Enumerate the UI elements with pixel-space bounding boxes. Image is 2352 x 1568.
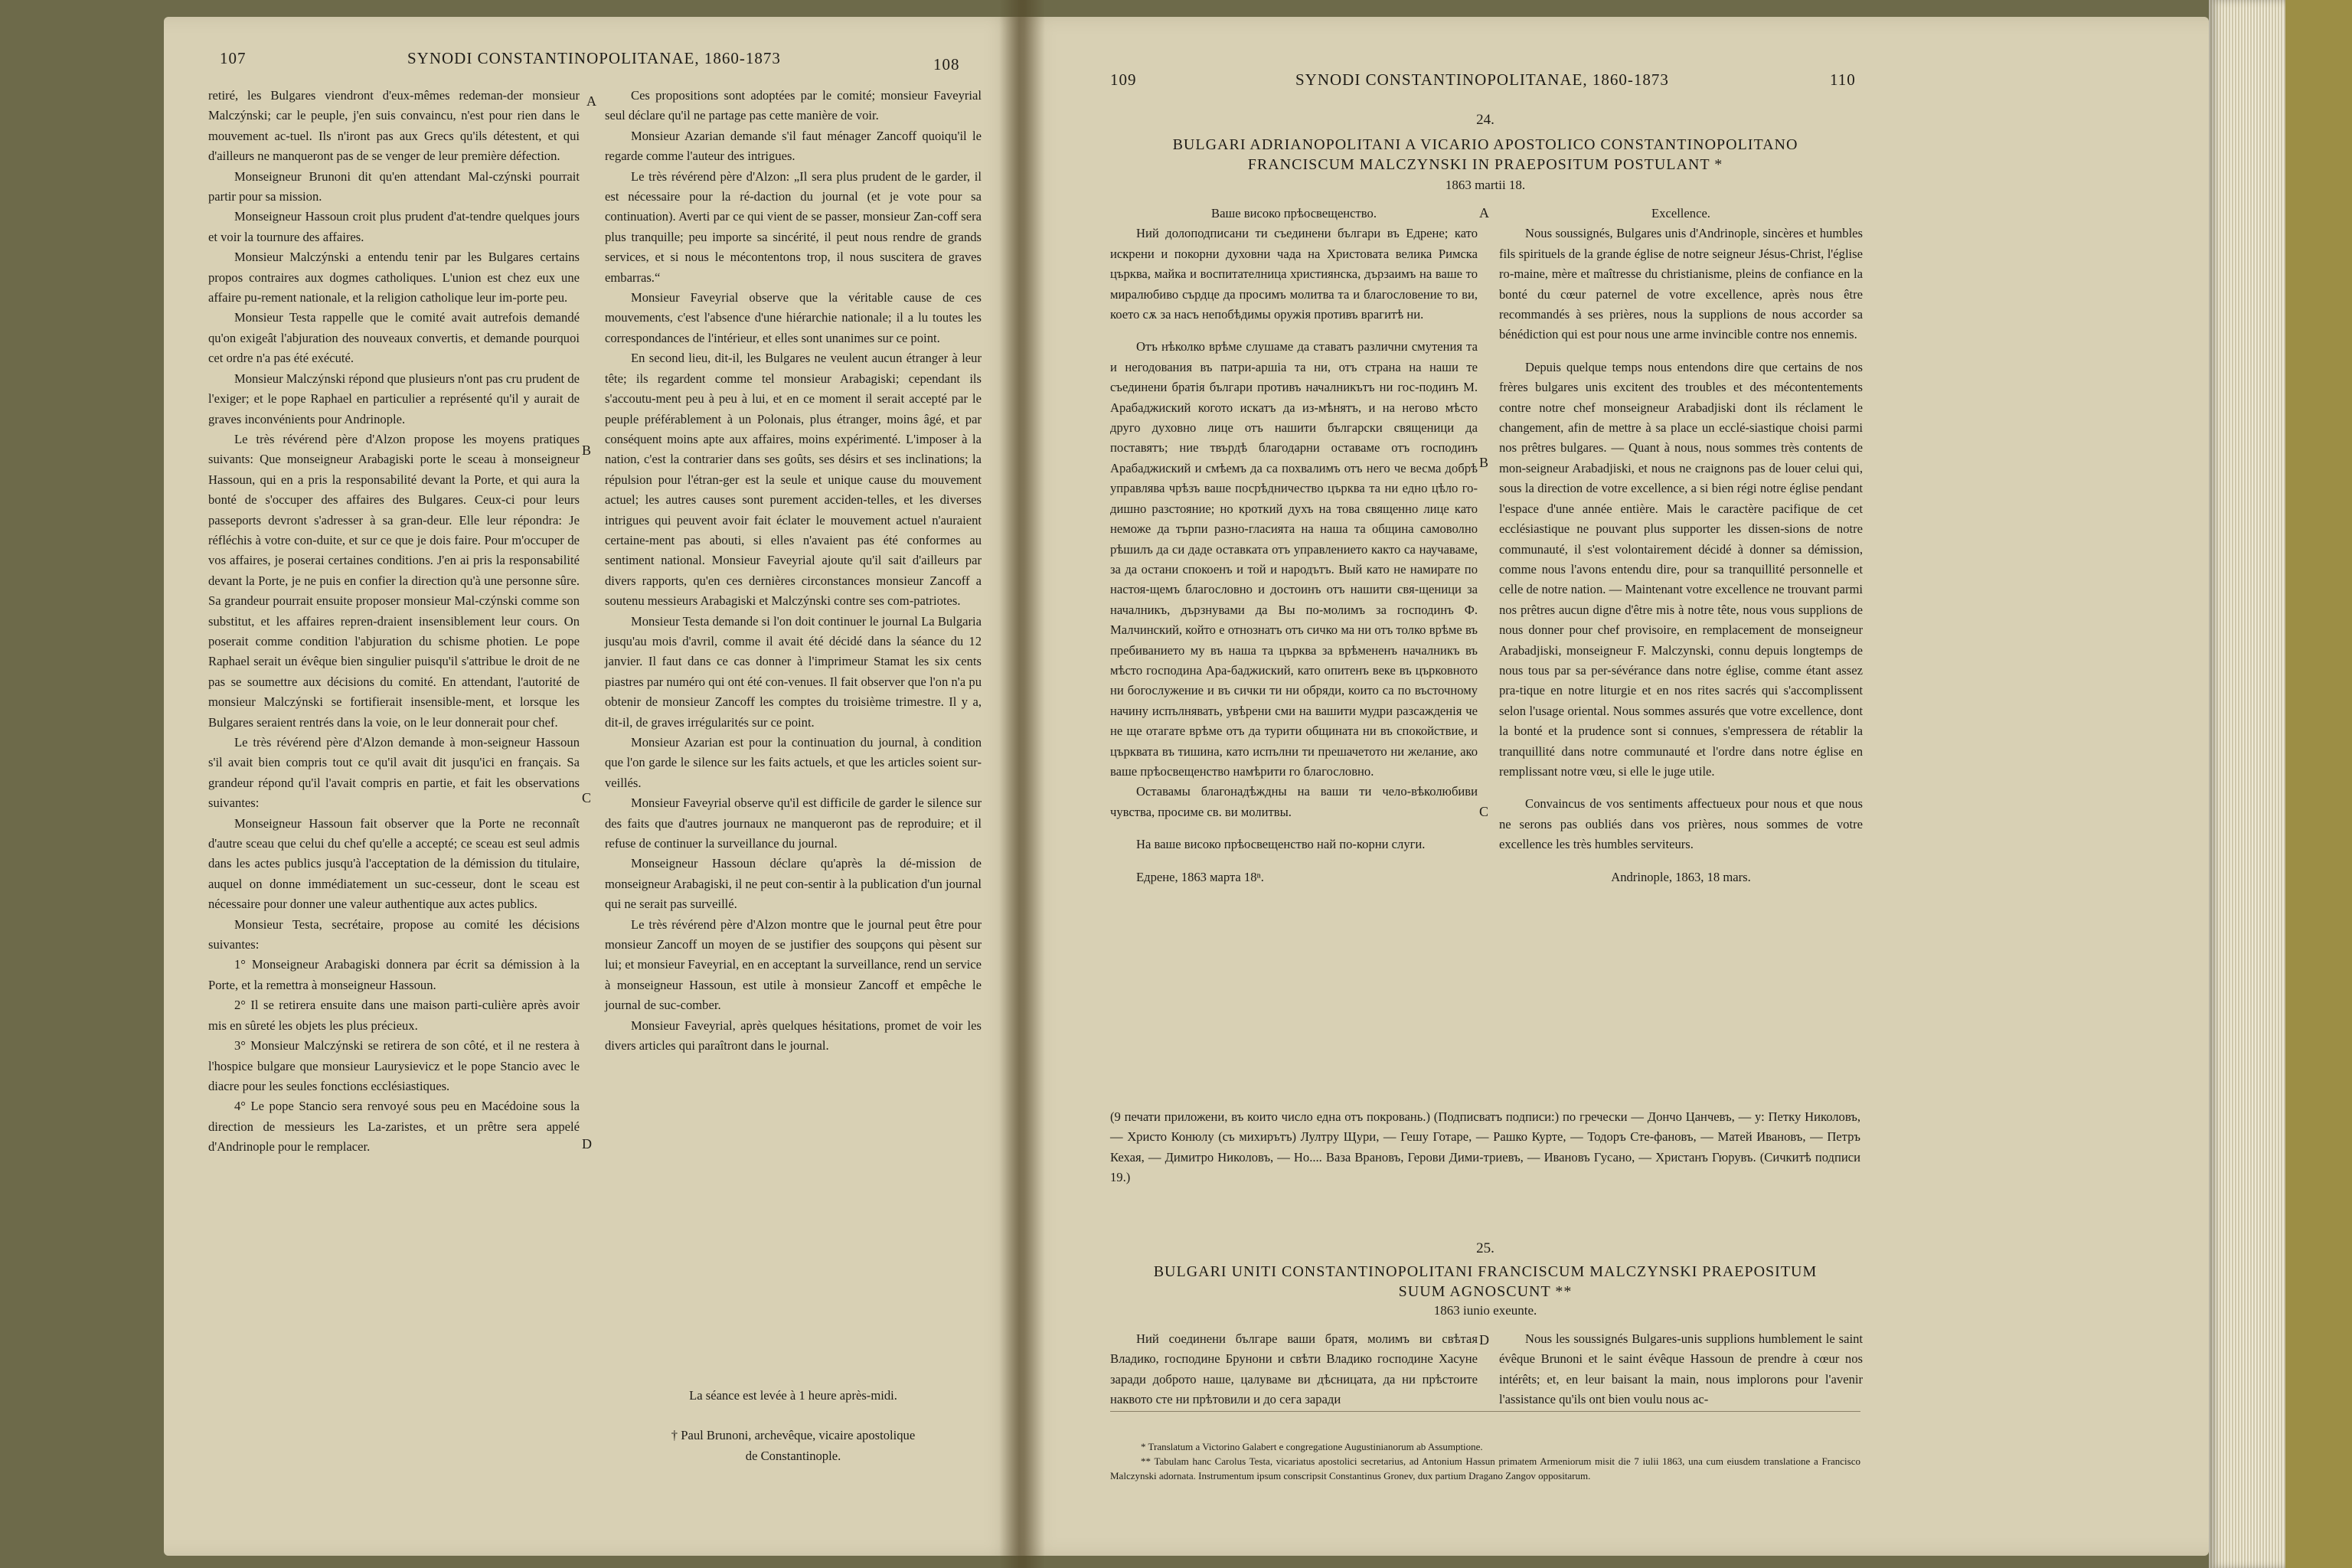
- document-number-24: 24.: [1476, 112, 1494, 128]
- document-24-date: 1863 martii 18.: [1445, 178, 1526, 192]
- lc2-paragraph: Monseigneur Hassoun déclare qu'après la dé-mission de monseigneur Arabagiski, il ne peut con-sentir à la publication d'un journal qui ne serait pas surveillé.: [605, 856, 982, 912]
- document-25-title-line-1: BULGARI UNITI CONSTANTINOPOLITANI FRANCISCUM MALCZYNSKI PRAEPOSITUM: [1153, 1263, 1818, 1280]
- document-25-bulgarian: [1110, 1329, 1478, 1410]
- bulgarian-text-column: [1110, 204, 1478, 887]
- document-25-date: 1863 iunio exeunte.: [1433, 1303, 1537, 1318]
- margin-letter-a-left: A: [586, 93, 596, 109]
- page-number-109: 109: [1110, 70, 1137, 89]
- lc1-paragraph: Monseigneur Hassoun croit plus prudent d'at-tendre quelques jours et voir la tournure des affaires.: [208, 209, 580, 244]
- lc1-paragraph: retiré, les Bulgares viendront d'eux-mêmes redeman-der monsieur Malczýnski; car le peuple, j'en suis convaincu, n'est pour rien dans le mouvement ac-tuel. Ils n'iront pas aux Grecs qu'ils détestent, et qui d'ailleurs ne manqueront pas de se venger de leur première défection.: [208, 88, 580, 164]
- document-25-bulgarian-text: Ний соединени българе ваши братя, молимъ ви свѣтая Владико, господине Брунони и свѣти Владико господине Хасуне заради доброто наше, цалуваме ви дѣсницата, да ни прѣстоите наквото сте ни прѣтовили и до сега заради: [1110, 1331, 1478, 1407]
- lc1-paragraph: Monseigneur Hassoun fait observer que la Porte ne reconnaît d'autre sceau que celui du chef qu'elle a accepté; ce sceau est seul admis dans les actes publics jusqu'à l'acceptation de la démission du titulaire, auquel on donne immédiatement un suc-cesseur, dont le sceau est nécessaire pour donner une valeur authentique aux actes publics.: [208, 815, 580, 912]
- margin-letter-a-right: A: [1479, 205, 1489, 220]
- rbg-paragraph: Едрене, 1863 марта 18ⁿ.: [1136, 869, 1264, 884]
- rfr-paragraph: Nous soussignés, Bulgares unis d'Andrinople, sincères et humbles fils spirituels de la grande église de notre seigneur Jésus-Christ, l'église ro-maine, mère et maîtresse du christianisme, pleins de confiance en la bonté du cœur paternel de votre excellence, après nous être recommandés à ses prières, nous la supplions de nous accorder sa bénédiction qui est pour nous une arme invincible contre nos ennemis.: [1499, 226, 1863, 342]
- lc1-paragraph: 3° Monsieur Malczýnski se retirera de son côté, et il ne restera à l'hospice bulgare que monsieur Laurysievicz et le pope Stancio avec le diacre pour les seules fonctions ecclésiastiques.: [208, 1038, 580, 1093]
- lc1-paragraph: Le très révérend père d'Alzon propose les moyens pratiques suivants: Que monseigneur Arabagiski porte le sceau à monseigneur Hassoun, qui en a pris la responsabilité devant la Porte, et qui aura la bonté de s'occuper des affaires des Bulgares. Ceux-ci pour leurs passeports devront s'adresser à sa gran-deur. Elle leur répondra: Je réfléchis à votre con-duite, et sur ce que je dois faire. Pour m'occuper de vos affaires, je poserai certaines conditions. J'en ai pris la responsabilité devant la Porte, je ne puis en confier la direction qu'à une personne sûre. Sa grandeur pourrait ensuite proposer monsieur Mal-czýnski comme son substitut, et les affaires repren-draient insensiblement leur cours. On poserait comme condition l'abjuration du schisme photien. Le pope Raphael serait un évêque bien singulier puisqu'il s'attribue le droit de ne pas se soumettre aux décisions du comité. En attendant, l'autorité de monsieur Malczýnski se fortifierait insensible-ment, et lorsque les Bulgares seraient rentrés dans la voie, on le leur donnerait pour chef.: [208, 431, 580, 730]
- rbg-paragraph: Оставамы благонадѣждны на ваши ти чело-вѣколюбиви чувства, просиме св. ви молитвы.: [1110, 784, 1478, 819]
- page-number-110: 110: [1830, 70, 1856, 89]
- rbg-paragraph: На ваше високо прѣосвещенство най по-корни слуги.: [1136, 837, 1426, 852]
- lc1-paragraph: Monseigneur Brunoni dit qu'en attendant Mal-czýnski pourrait partir pour sa mission.: [208, 168, 580, 204]
- document-24-title-line-1: BULGARI ADRIANOPOLITANI A VICARIO APOSTOLICO CONSTANTINOPOLITANO: [1172, 136, 1798, 153]
- margin-letter-d-left: D: [582, 1136, 592, 1152]
- lc1-paragraph: Monsieur Malczýnski a entendu tenir par les Bulgares certains propos contraires aux dogmes catholiques. L'union est chez eux une affaire pu-rement nationale, et la religion catholique leur im-porte peu.: [208, 250, 580, 305]
- lc2-paragraph: Monsieur Faveyrial observe qu'il est difficile de garder le silence sur des faits que d'autres journaux ne manqueront pas de reproduire; et il refuse de continuer la surveillance du journal.: [605, 795, 982, 851]
- footnote-rule: [1110, 1411, 1860, 1412]
- lc2-paragraph: Monsieur Azarian est pour la continuation du journal, à condition que l'on garde le silence sur les faits actuels, et que les articles soient sur-veillés.: [605, 735, 982, 790]
- lc2-paragraph: Monsieur Testa demande si l'on doit continuer le journal La Bulgaria jusqu'au mois d'avril, comme il avait été décidé dans la séance du 12 janvier. Il faut dans ce cas donner à l'imprimeur Stamat les six cents piastres par numéro qui ont été con-venues. Il fait observer que l'on n'a pu obtenir de monsieur Zancoff les comptes du troisième trimestre. Il y a, dit-il, de graves irrégularités sur ce point.: [605, 613, 982, 730]
- rfr-paragraph: Andrinople, 1863, 18 mars.: [1611, 869, 1751, 884]
- signatures-text: (9 печати приложени, въ които число една отъ покровань.) (Подписватъ подписи:) по гречески — Дончо Цанчевъ, — у: Петку Николовъ, — Христо Конюлу (съ михирътъ) Лултру Щури, — Гешу Готаре, — Рашко Курте, — Тодоръ Сте-фановъ, — Матей Ивановъ, — Петръ Кехая, — Димитро Николовъ, — Но.... Ваза Врановъ, Герови Дими-триевъ, — Ивановъ Гусано, — Христанъ Гюрувъ. (Сичкитѣ подписи 19.): [1110, 1109, 1860, 1185]
- rbg-paragraph: Ний долоподписани ти съединени българи въ Едрене; като искрени и покорни духовни чада на Христовата велика Римска църква, майка и воспитателница християнска, дързаимъ на ваше то миралюбиво сърдце да просимъ молитва та и благословение то ви, което сѫ за насъ непобѣдимы оружія противъ врагитѣ ни.: [1110, 226, 1478, 322]
- book-gutter: [999, 0, 1045, 1568]
- signature-line-2: de Constantinople.: [745, 1448, 841, 1463]
- lc1-paragraph: 2° Il se retirera ensuite dans une maison parti-culière après avoir mis en sûreté les objets les plus précieux.: [208, 998, 580, 1033]
- lc2-paragraph: Monsieur Faveyrial, après quelques hésitations, promet de voir les divers articles qui paraîtront dans le journal.: [605, 1018, 982, 1054]
- lc2-paragraph: En second lieu, dit-il, les Bulgares ne veulent aucun étranger à leur tête; ils regardent comme tel monsieur Arabagiski; cependant ils s'accoutu-ment peu à peu à lui, et en ce moment il serait accepté par le peuple préférablement à un Polonais, plus étranger, moins âgé, et par conséquent moins apte aux affaires, moins expérimenté. L'imposer à la nation, c'est la contrarier dans ses goûts, ses désirs et ses inclinations; la répulsion pour l'étran-ger est la seule et unique cause du mouvement actuel; les autres causes sont purement acciden-telles, et les diverses intrigues qui peuvent avoir fait éclater le mouvement actuel n'auraient certaine-ment pas abouti, si elles n'avaient pas été conformes au sentiment national. Monsieur Faveyrial ajoute qu'il sait d'ailleurs par divers rapports, qu'en ces dernières circonstances monsieur Zancoff a soutenu messieurs Arabagiski et Malczýnski contre ses com-patriotes.: [605, 351, 982, 609]
- rfr-paragraph: Excellence.: [1651, 206, 1710, 220]
- lc2-paragraph: Le très révérend père d'Alzon montre que le journal peut être pour monsieur Zancoff un moyen de se justifier des soupçons qui pèsent sur lui; et monsieur Faveyrial, en en acceptant la surveillance, rend un service à monseigneur Hassoun, est utile à monsieur Zancoff et empêche le journal de suc-comber.: [605, 916, 982, 1013]
- page-number-108: 108: [933, 55, 960, 74]
- document-25-title: [1110, 1262, 1860, 1302]
- left-col2-ending: [605, 1386, 982, 1466]
- lc1-paragraph: 1° Monseigneur Arabagiski donnera par écrit sa démission à la Porte, et la remettra à monseigneur Hassoun.: [208, 957, 580, 992]
- margin-letter-d-right: D: [1479, 1332, 1489, 1348]
- running-title-right: SYNODI CONSTANTINOPOLITANAE, 1860-1873: [1295, 70, 1669, 89]
- lc1-paragraph: Le très révérend père d'Alzon demande à mon-seigneur Hassoun s'il avait bien compris tout ce qu'il avait dit jusqu'ici en français. Sa grandeur répond qu'il l'avait compris en partie, et fait les observations suivantes:: [208, 735, 580, 811]
- document-25-french-text: Nous les soussignés Bulgares-unis supplions humblement le saint évêque Brunoni et le saint évêque Hassoun de prendre à cœur nos intérêts; et, en leur baisant la main, nous implorons pour l'avenir l'assistance qu'ils ont bien voulu nous ac-: [1499, 1331, 1863, 1407]
- left-page-column-1: [208, 86, 580, 1158]
- lc1-paragraph: Monsieur Testa, secrétaire, propose au comité les décisions suivantes:: [208, 916, 580, 952]
- margin-letter-b-left: B: [582, 443, 592, 458]
- page-number-107: 107: [220, 49, 247, 67]
- lc1-paragraph: 4° Le pope Stancio sera renvoyé sous peu en Macédoine sous la direction de messieurs les La-zaristes, et un prêtre sera appelé d'Andrinople pour le remplacer.: [208, 1099, 580, 1155]
- document-25-french: [1499, 1329, 1863, 1410]
- rbg-paragraph: Ваше високо прѣосвещенство.: [1211, 206, 1377, 220]
- footnote-1: * Translatum a Victorino Galabert e congregatione Augustinianorum ab Assumptione.: [1141, 1441, 1483, 1452]
- lc1-paragraph: Monsieur Malczýnski répond que plusieurs n'ont pas cru prudent de l'exiger; et le pope Raphael en particulier a représenté qu'il y aurait de graves inconvénients pour Andrinople.: [208, 371, 580, 426]
- document-24-title: [1110, 135, 1860, 175]
- rbg-paragraph: Отъ нѣколко врѣме слушаме да ставатъ различни смутения та и негодования въ патри-аршіа та ни, отъ страна на наши те съединени братія българи противъ началникътъ ни гос-подинъ М. Арабаджиский когото искатъ да из-мѣнятъ, и на негово мѣсто друго духовно лице отъ нашити български священици да поставятъ; ние твърдѣ благодарни оставаме отъ господинъ Арабаджиский и смѣемъ да са похвалимъ отъ него че весма добрѣ управлява чрѣзъ ваше посрѣдничество църква та ни едно цѣло го-дишно разстояние; но кроткий духъ на това священно лице като неможе да търпи разно-гласията на наша та община самоволно рѣшилъ да си даде оставката отъ управлението както са научаваме, за да остани спокоенъ и той и народътъ. Вый като не намирате по настоя-щемъ благословно и достоинъ отъ нашити свя-щеници за началникъ, дързнувами да Вы по-молимъ за господинъ Ф. Малчинский, който е отнознатъ отъ сичко ма ни отъ толко врѣме въ пребиванието му въ наша та църква за врѣмененъ началникъ въ мѣсто господина Ара-баджиский, като опитенъ веке въ църковното ни богослужение и въ сички ти ни обряди, които са по въсточному начину испълнявать, увѣрени сми на вашити мудри разсажденія че не ще отагате врѣме отъ да турити общината ни въ спокойствие, и църквата въ тишина, като испълни ти прешачетото ни желание, ако ваше прѣосвещенство намѣрити го благословно.: [1110, 339, 1478, 779]
- document-24-title-line-2: FRANCISCUM MALCZYNSKI IN PRAEPOSITUM POSTULANT *: [1247, 156, 1723, 173]
- book-cover: [2285, 0, 2352, 1568]
- french-translation-column: [1499, 204, 1863, 887]
- margin-letter-c-left: C: [582, 790, 592, 805]
- lc1-paragraph: Monsieur Testa rappelle que le comité avait autrefois demandé qu'on exigeât l'abjuration des nouveaux convertis, et demande pourquoi cet ordre n'a pas été exécuté.: [208, 310, 580, 366]
- footnote-2: ** Tabulam hanc Carolus Testa, vicariatus apostolici secretarius, ad Antonium Hassun primatem Armeniorum misit die 7 iulii 1863, una cum eiusdem translatione a Francisco Malczynski adornata. Instrumentum ipsum conscripsit Constantinus Gronev, dux partium Dragano Zangov oppositarum.: [1110, 1455, 1860, 1481]
- left-page-column-2: [605, 86, 982, 1057]
- lc2-paragraph: Monsieur Faveyrial observe que la véritable cause de ces mouvements, c'est l'absence d'une hiérarchie nationale; il a lu toutes les correspondances de l'intérieur, et elles sont unanimes sur ce point.: [605, 290, 982, 345]
- running-title-left: SYNODI CONSTANTINOPOLITANAE, 1860-1873: [407, 49, 781, 67]
- lc2-paragraph: Ces propositions sont adoptées par le comité; monsieur Faveyrial seul déclare qu'il ne partage pas cette manière de voir.: [605, 88, 982, 123]
- document-25-title-line-2: SUUM AGNOSCUNT **: [1398, 1283, 1573, 1300]
- margin-letter-b-right: B: [1479, 455, 1489, 470]
- margin-letter-c-right: C: [1479, 804, 1489, 819]
- footnotes: [1110, 1439, 1860, 1483]
- rfr-paragraph: Convaincus de vos sentiments affectueux pour nous et que nous ne serons pas oubliés dans vos prières, nous sommes de votre excellence les très humbles serviteurs.: [1499, 796, 1863, 852]
- lc2-paragraph: Monsieur Azarian demande s'il faut ménager Zancoff quoiqu'il le regarde comme l'auteur des intrigues.: [605, 128, 982, 164]
- signature-line-1: † Paul Brunoni, archevêque, vicaire apostolique: [671, 1428, 916, 1443]
- page-edges: [2209, 0, 2285, 1568]
- rfr-paragraph: Depuis quelque temps nous entendons dire que certains de nos frères bulgares unis excitent des troubles et des mécontentements contre notre chef monseigneur Arabadjiski dont ils réclament le changement, afin de mettre à sa place un ecclé-siastique choisi parmi nos prêtres bulgares. — Quant à nous, nous sommes très contents de mon-seigneur Arabadjiski, et nous ne craignons pas de louer celui qui, sous la direction de votre excellence, a si bien régi notre église pendant l'espace d'une année entière. Mais le caractère pacifique de cet ecclésiastique ne pouvant plus supporter les dissen-sions de notre communauté, il s'est volontairement décidé à donner sa démission, comme nous l'avons entendu dire, pour sa tranquillité personnelle et celle de notre nation. — Maintenant votre excellence ne trouvant parmi nos prêtres aucun digne d'être mis à notre tête, nous vous supplions de nous donner pour chef provisoire, en remplacement de monseigneur Arabadjiski, monseigneur F. Malczynski, connu depuis longtemps de nous tous par sa per-sévérance dans notre église, comme étant assez pra-tique en notre liturgie et en nos rites sacrés qui s'accomplissent selon l'usage oriental. Nous sommes assurés que votre excellence, dont la bonté et la prudence sont si connues, s'empressera de rétablir la tranquillité dans notre communauté et l'ordre dans notre église en remplissant notre vœu, si elle le juge utile.: [1499, 359, 1863, 779]
- signatures-block: [1110, 1107, 1860, 1188]
- lc2-paragraph: Le très révérend père d'Alzon: „Il sera plus prudent de le garder, il est nécessaire pour la ré-daction du journal (et je vote pour sa continuation). Averti par ce qui vient de se passer, monsieur Zan-coff sera plus tranquille; peu importe sa sincérité, il peut nous rendre de grands services, et si nous le mécontentons trop, il nous suscitera de graves embarras.“: [605, 168, 982, 285]
- session-close: La séance est levée à 1 heure après-midi.: [689, 1388, 897, 1403]
- document-number-25: 25.: [1476, 1240, 1494, 1256]
